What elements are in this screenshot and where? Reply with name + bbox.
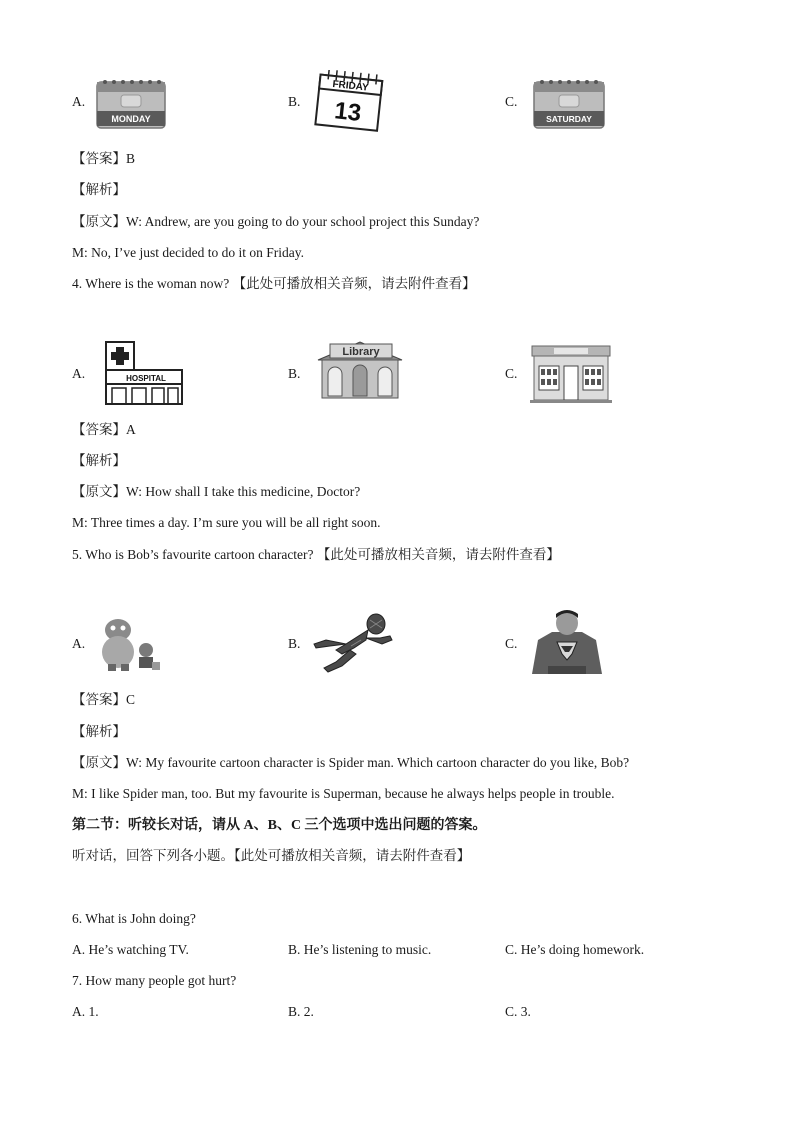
q3-transcript-line-2: M: No, I’ve just decided to do it on Friday.: [72, 245, 304, 260]
svg-text:HOSPITAL: HOSPITAL: [126, 374, 166, 383]
library-building-icon: [316, 340, 404, 400]
section-2-instruction: 听对话，回答下列各小题。【此处可播放相关音频，请去附件查看】: [72, 848, 471, 863]
q4-transcript-line-2: M: Three times a day. I’m sure you will be all right soon.: [72, 515, 381, 530]
svg-text:MONDAY: MONDAY: [111, 114, 151, 124]
section-2-heading: 第二节：听较长对话，请从 A、B、C 三个选项中选出问题的答案。: [72, 818, 487, 833]
q5-option-c-letter: C.: [505, 636, 518, 651]
q4-analysis: 【解析】: [72, 453, 126, 468]
q6-option-b[interactable]: B. He’s listening to music.: [288, 942, 432, 957]
q3-option-b-letter: B.: [288, 94, 301, 109]
spider-man-icon: [306, 610, 396, 674]
q7-option-b[interactable]: B. 2.: [288, 1004, 314, 1019]
q4-option-a-letter: A.: [72, 366, 86, 381]
svg-text:FRIDAY: FRIDAY: [331, 78, 370, 94]
q5-analysis: 【解析】: [72, 724, 126, 739]
calendar-monday-icon: [96, 78, 166, 130]
q4-answer: 【答案】A: [72, 422, 136, 437]
q4-option-b-letter: B.: [288, 366, 301, 381]
q5-option-b-letter: B.: [288, 636, 301, 651]
svg-text:Library: Library: [342, 346, 380, 358]
q5-transcript-line-1: 【原文】W: My favourite cartoon character is Spider man. Which cartoon character do you like, Bob?: [72, 755, 630, 770]
svg-text:13: 13: [333, 97, 363, 127]
q5-answer: 【答案】C: [72, 692, 136, 707]
svg-text:SATURDAY: SATURDAY: [546, 114, 592, 124]
hospital-building-icon: [100, 340, 186, 406]
q7-option-a[interactable]: A. 1.: [72, 1004, 99, 1019]
q7-option-c[interactable]: C. 3.: [505, 1004, 531, 1019]
q6-question: 6. What is John doing?: [72, 911, 196, 926]
q3-option-c-letter: C.: [505, 94, 518, 109]
q3-answer: 【答案】B: [72, 151, 136, 166]
cartoon-characters-icon: [96, 616, 162, 672]
calendar-friday-13-icon: [312, 70, 392, 132]
superman-icon: [528, 610, 606, 674]
q7-question: 7. How many people got hurt?: [72, 973, 237, 988]
q5-option-a-letter: A.: [72, 636, 86, 651]
q5-transcript-line-2: M: I like Spider man, too. But my favourite is Superman, because he always helps people in trouble.: [72, 786, 615, 801]
q4-question: 4. Where is the woman now? 【此处可播放相关音频，请去附件查看】: [72, 276, 476, 291]
calendar-saturday-icon: [533, 78, 605, 130]
bookstore-building-icon: [530, 344, 612, 404]
q3-transcript-line-1: 【原文】W: Andrew, are you going to do your school project this Sunday?: [72, 214, 480, 229]
q4-transcript-line-1: 【原文】W: How shall I take this medicine, Doctor?: [72, 484, 361, 499]
q3-analysis: 【解析】: [72, 182, 126, 197]
q3-option-a-letter: A.: [72, 94, 86, 109]
q4-option-c-letter: C.: [505, 366, 518, 381]
q5-question: 5. Who is Bob’s favourite cartoon character? 【此处可播放相关音频，请去附件查看】: [72, 547, 560, 562]
q6-option-a[interactable]: A. He’s watching TV.: [72, 942, 189, 957]
q6-option-c[interactable]: C. He’s doing homework.: [505, 942, 645, 957]
